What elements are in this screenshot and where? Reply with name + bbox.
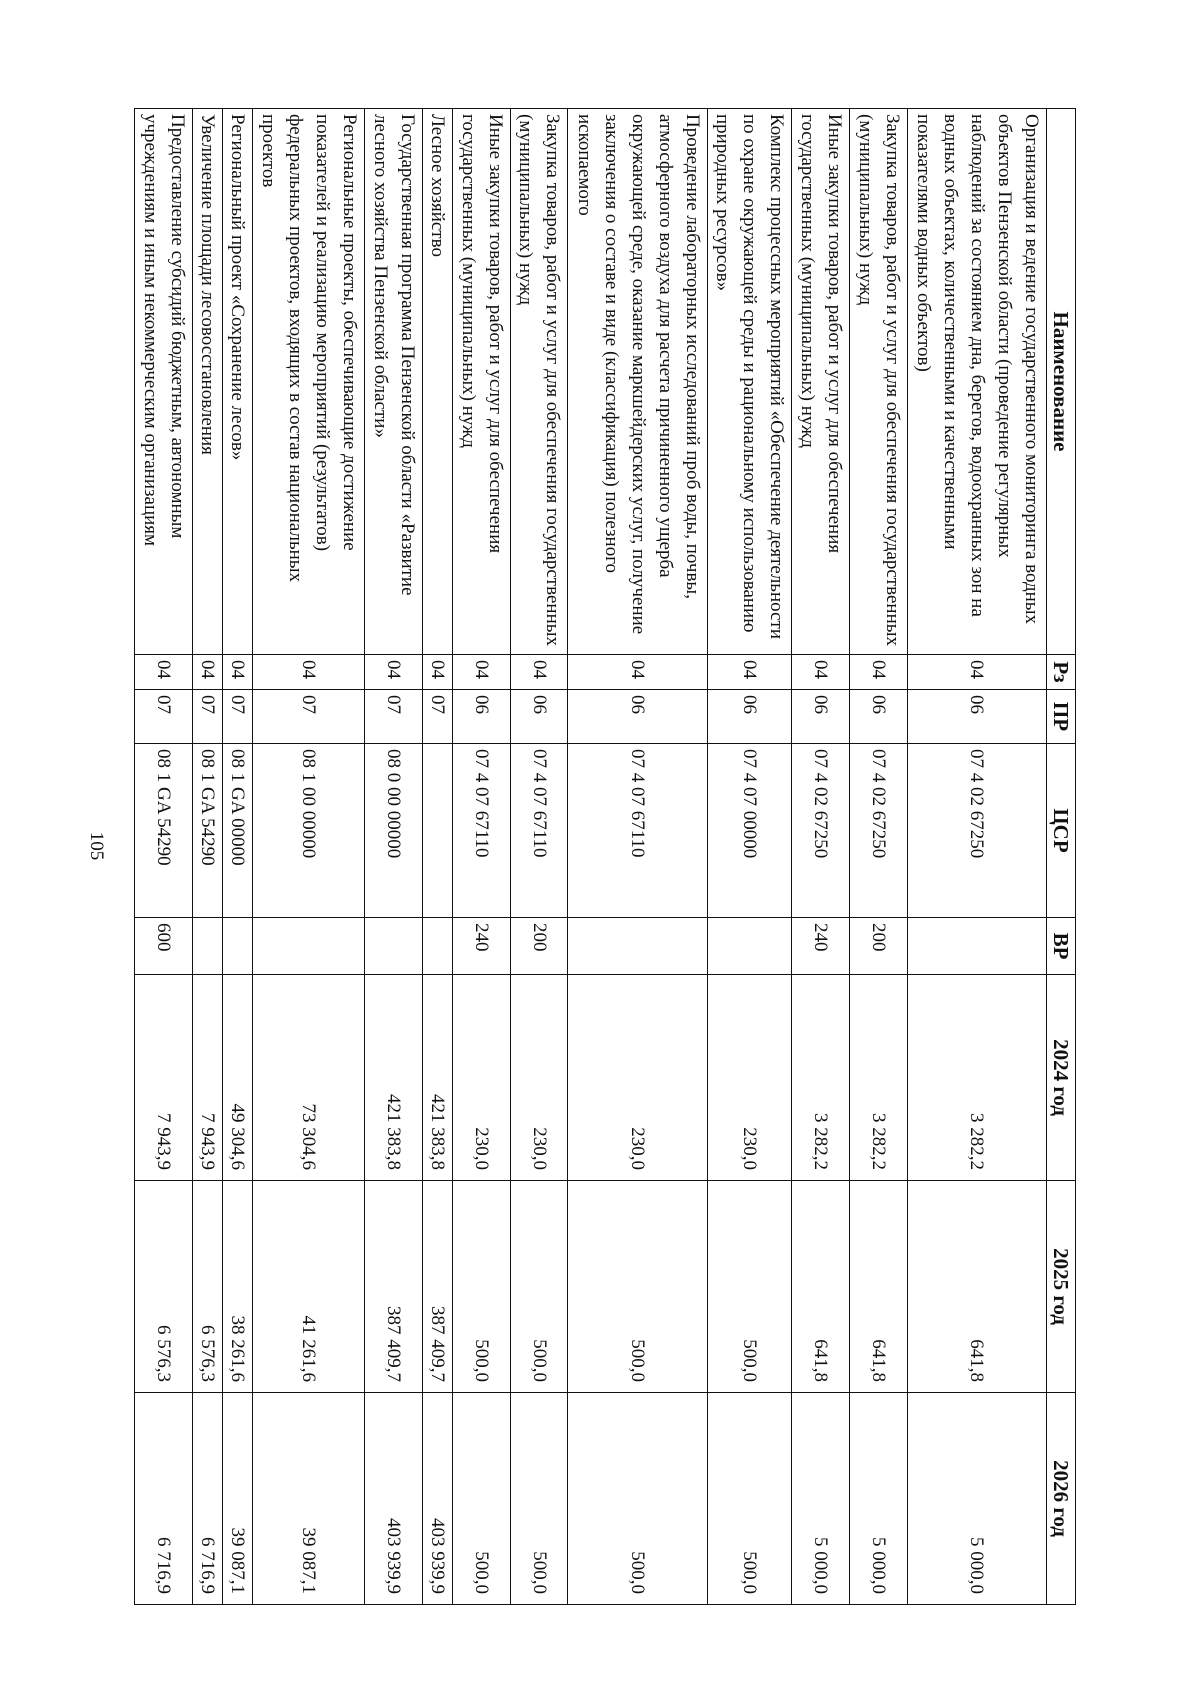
cell-2026: 5 000,0 bbox=[792, 1393, 850, 1605]
cell-pr: 06 bbox=[568, 690, 707, 744]
table-row bbox=[253, 109, 365, 1605]
cell-2024: 49 304,6 bbox=[222, 975, 252, 1181]
cell-pr: 07 bbox=[135, 690, 193, 744]
cell-2025: 500,0 bbox=[510, 1181, 568, 1393]
cell-2026: 500,0 bbox=[453, 1393, 511, 1605]
header-rz: Рз bbox=[1047, 655, 1076, 690]
cell-name: Иные закупки товаров, работ и услуг для обеспечения государственных (муниципальных) нужд bbox=[792, 109, 850, 655]
cell-rz: 04 bbox=[222, 655, 252, 690]
header-pr: ПР bbox=[1047, 690, 1076, 744]
cell-vr bbox=[222, 918, 252, 975]
cell-rz: 04 bbox=[510, 655, 568, 690]
cell-rz: 04 bbox=[135, 655, 193, 690]
cell-name: Организация и ведение государственного мониторинга водных объектов Пензенской области (проведение регулярных наблюдений за состоянием дна, берегов, водоохранных зон на водных объектах, количественными и качественными показателями водных объектов) bbox=[907, 109, 1046, 655]
cell-vr bbox=[568, 918, 707, 975]
cell-pr: 07 bbox=[192, 690, 222, 744]
cell-2024: 7 943,9 bbox=[192, 975, 222, 1181]
cell-2025: 6 576,3 bbox=[135, 1181, 193, 1393]
cell-csr: 08 1 GA 54290 bbox=[135, 744, 193, 918]
cell-2026: 403 939,9 bbox=[365, 1393, 423, 1605]
cell-2026: 5 000,0 bbox=[907, 1393, 1046, 1605]
cell-vr: 200 bbox=[850, 918, 908, 975]
cell-rz: 04 bbox=[365, 655, 423, 690]
cell-name: Проведение лабораторных исследований проб воды, почвы, атмосферного воздуха для расчета причиненного ущерба окружающей среде, оказание маркшейдерских услуг, получение заключения о составе и виде (классификация) полезного ископаемого bbox=[568, 109, 707, 655]
cell-2026: 39 087,1 bbox=[253, 1393, 365, 1605]
table-row bbox=[365, 109, 423, 1605]
cell-csr: 07 4 07 67110 bbox=[568, 744, 707, 918]
cell-csr: 08 1 00 00000 bbox=[253, 744, 365, 918]
cell-2025: 500,0 bbox=[707, 1181, 792, 1393]
cell-pr: 06 bbox=[510, 690, 568, 744]
page-number: 105 bbox=[86, 831, 107, 861]
cell-pr: 06 bbox=[907, 690, 1046, 744]
cell-2026: 403 939,9 bbox=[422, 1393, 452, 1605]
cell-name: Закупка товаров, работ и услуг для обеспечения государственных (муниципальных) нужд bbox=[510, 109, 568, 655]
header-2026: 2026 год bbox=[1047, 1393, 1076, 1605]
cell-name: Комплекс процессных мероприятий «Обеспечение деятельности по охране окружающей среды и рациональному использованию природных ресурсов» bbox=[707, 109, 792, 655]
header-2024: 2024 год bbox=[1047, 975, 1076, 1181]
cell-2024: 230,0 bbox=[453, 975, 511, 1181]
cell-pr: 06 bbox=[792, 690, 850, 744]
cell-rz: 04 bbox=[192, 655, 222, 690]
cell-2026: 500,0 bbox=[568, 1393, 707, 1605]
cell-2025: 38 261,6 bbox=[222, 1181, 252, 1393]
cell-2024: 3 282,2 bbox=[792, 975, 850, 1181]
cell-2024: 230,0 bbox=[568, 975, 707, 1181]
cell-2025: 500,0 bbox=[568, 1181, 707, 1393]
table-row bbox=[707, 109, 792, 1605]
header-2025: 2025 год bbox=[1047, 1181, 1076, 1393]
cell-vr bbox=[192, 918, 222, 975]
cell-csr bbox=[422, 744, 452, 918]
cell-name: Лесное хозяйство bbox=[422, 109, 452, 655]
cell-vr bbox=[707, 918, 792, 975]
table-row bbox=[135, 109, 193, 1605]
cell-2024: 230,0 bbox=[510, 975, 568, 1181]
cell-rz: 04 bbox=[422, 655, 452, 690]
cell-pr: 07 bbox=[253, 690, 365, 744]
cell-2024: 3 282,2 bbox=[907, 975, 1046, 1181]
table-row bbox=[792, 109, 850, 1605]
cell-2025: 641,8 bbox=[907, 1181, 1046, 1393]
cell-2024: 421 383,8 bbox=[422, 975, 452, 1181]
cell-vr: 240 bbox=[792, 918, 850, 975]
cell-pr: 06 bbox=[453, 690, 511, 744]
cell-2025: 41 261,6 bbox=[253, 1181, 365, 1393]
table-row bbox=[222, 109, 252, 1605]
table-row bbox=[510, 109, 568, 1605]
cell-name: Региональные проекты, обеспечивающие достижение показателей и реализацию мероприятий (результатов) федеральных проектов, входящих в состав национальных проектов bbox=[253, 109, 365, 655]
cell-2025: 641,8 bbox=[850, 1181, 908, 1393]
table-row bbox=[422, 109, 452, 1605]
cell-csr: 07 4 02 67250 bbox=[850, 744, 908, 918]
cell-2025: 641,8 bbox=[792, 1181, 850, 1393]
table-body bbox=[135, 109, 1047, 1605]
table-row bbox=[850, 109, 908, 1605]
cell-vr: 240 bbox=[453, 918, 511, 975]
cell-rz: 04 bbox=[253, 655, 365, 690]
cell-2024: 7 943,9 bbox=[135, 975, 193, 1181]
cell-csr: 08 1 GA 54290 bbox=[192, 744, 222, 918]
cell-name: Государственная программа Пензенской области «Развитие лесного хозяйства Пензенской области» bbox=[365, 109, 423, 655]
cell-csr: 07 4 07 67110 bbox=[453, 744, 511, 918]
cell-2024: 421 383,8 bbox=[365, 975, 423, 1181]
cell-2026: 6 716,9 bbox=[135, 1393, 193, 1605]
table-row bbox=[192, 109, 222, 1605]
cell-vr: 200 bbox=[510, 918, 568, 975]
cell-csr: 07 4 07 67110 bbox=[510, 744, 568, 918]
cell-name: Региональный проект «Сохранение лесов» bbox=[222, 109, 252, 655]
header-row bbox=[1047, 109, 1076, 1605]
cell-2026: 6 716,9 bbox=[192, 1393, 222, 1605]
cell-2026: 5 000,0 bbox=[850, 1393, 908, 1605]
cell-name: Иные закупки товаров, работ и услуг для обеспечения государственных (муниципальных) нужд bbox=[453, 109, 511, 655]
cell-2025: 387 409,7 bbox=[365, 1181, 423, 1393]
cell-rz: 04 bbox=[907, 655, 1046, 690]
table-row bbox=[907, 109, 1046, 1605]
cell-csr: 07 4 02 67250 bbox=[907, 744, 1046, 918]
cell-vr bbox=[365, 918, 423, 975]
cell-2024: 3 282,2 bbox=[850, 975, 908, 1181]
cell-2026: 500,0 bbox=[510, 1393, 568, 1605]
cell-name: Закупка товаров, работ и услуг для обеспечения государственных (муниципальных) нужд bbox=[850, 109, 908, 655]
cell-pr: 07 bbox=[365, 690, 423, 744]
cell-pr: 07 bbox=[422, 690, 452, 744]
cell-rz: 04 bbox=[792, 655, 850, 690]
cell-pr: 07 bbox=[222, 690, 252, 744]
cell-rz: 04 bbox=[850, 655, 908, 690]
cell-rz: 04 bbox=[453, 655, 511, 690]
cell-2026: 500,0 bbox=[707, 1393, 792, 1605]
cell-pr: 06 bbox=[707, 690, 792, 744]
cell-2025: 500,0 bbox=[453, 1181, 511, 1393]
cell-vr bbox=[907, 918, 1046, 975]
cell-csr: 08 1 GA 00000 bbox=[222, 744, 252, 918]
cell-rz: 04 bbox=[568, 655, 707, 690]
cell-name: Увеличение площади лесовосстановления bbox=[192, 109, 222, 655]
cell-2025: 6 576,3 bbox=[192, 1181, 222, 1393]
cell-pr: 06 bbox=[850, 690, 908, 744]
cell-name: Предоставление субсидий бюджетным, автономным учреждениям и иным некоммерческим организациям bbox=[135, 109, 193, 655]
header-csr: ЦСР bbox=[1047, 744, 1076, 918]
budget-table bbox=[134, 108, 1076, 1605]
cell-2025: 387 409,7 bbox=[422, 1181, 452, 1393]
cell-2026: 39 087,1 bbox=[222, 1393, 252, 1605]
cell-rz: 04 bbox=[707, 655, 792, 690]
cell-vr: 600 bbox=[135, 918, 193, 975]
cell-2024: 73 304,6 bbox=[253, 975, 365, 1181]
header-name: Наименование bbox=[1047, 109, 1076, 655]
table-rotator bbox=[134, 108, 1076, 1604]
table-row bbox=[568, 109, 707, 1605]
cell-2024: 230,0 bbox=[707, 975, 792, 1181]
table-row bbox=[453, 109, 511, 1605]
cell-csr: 07 4 02 67250 bbox=[792, 744, 850, 918]
cell-vr bbox=[253, 918, 365, 975]
header-vr: ВР bbox=[1047, 918, 1076, 975]
cell-csr: 07 4 07 00000 bbox=[707, 744, 792, 918]
cell-vr bbox=[422, 918, 452, 975]
cell-csr: 08 0 00 00000 bbox=[365, 744, 423, 918]
